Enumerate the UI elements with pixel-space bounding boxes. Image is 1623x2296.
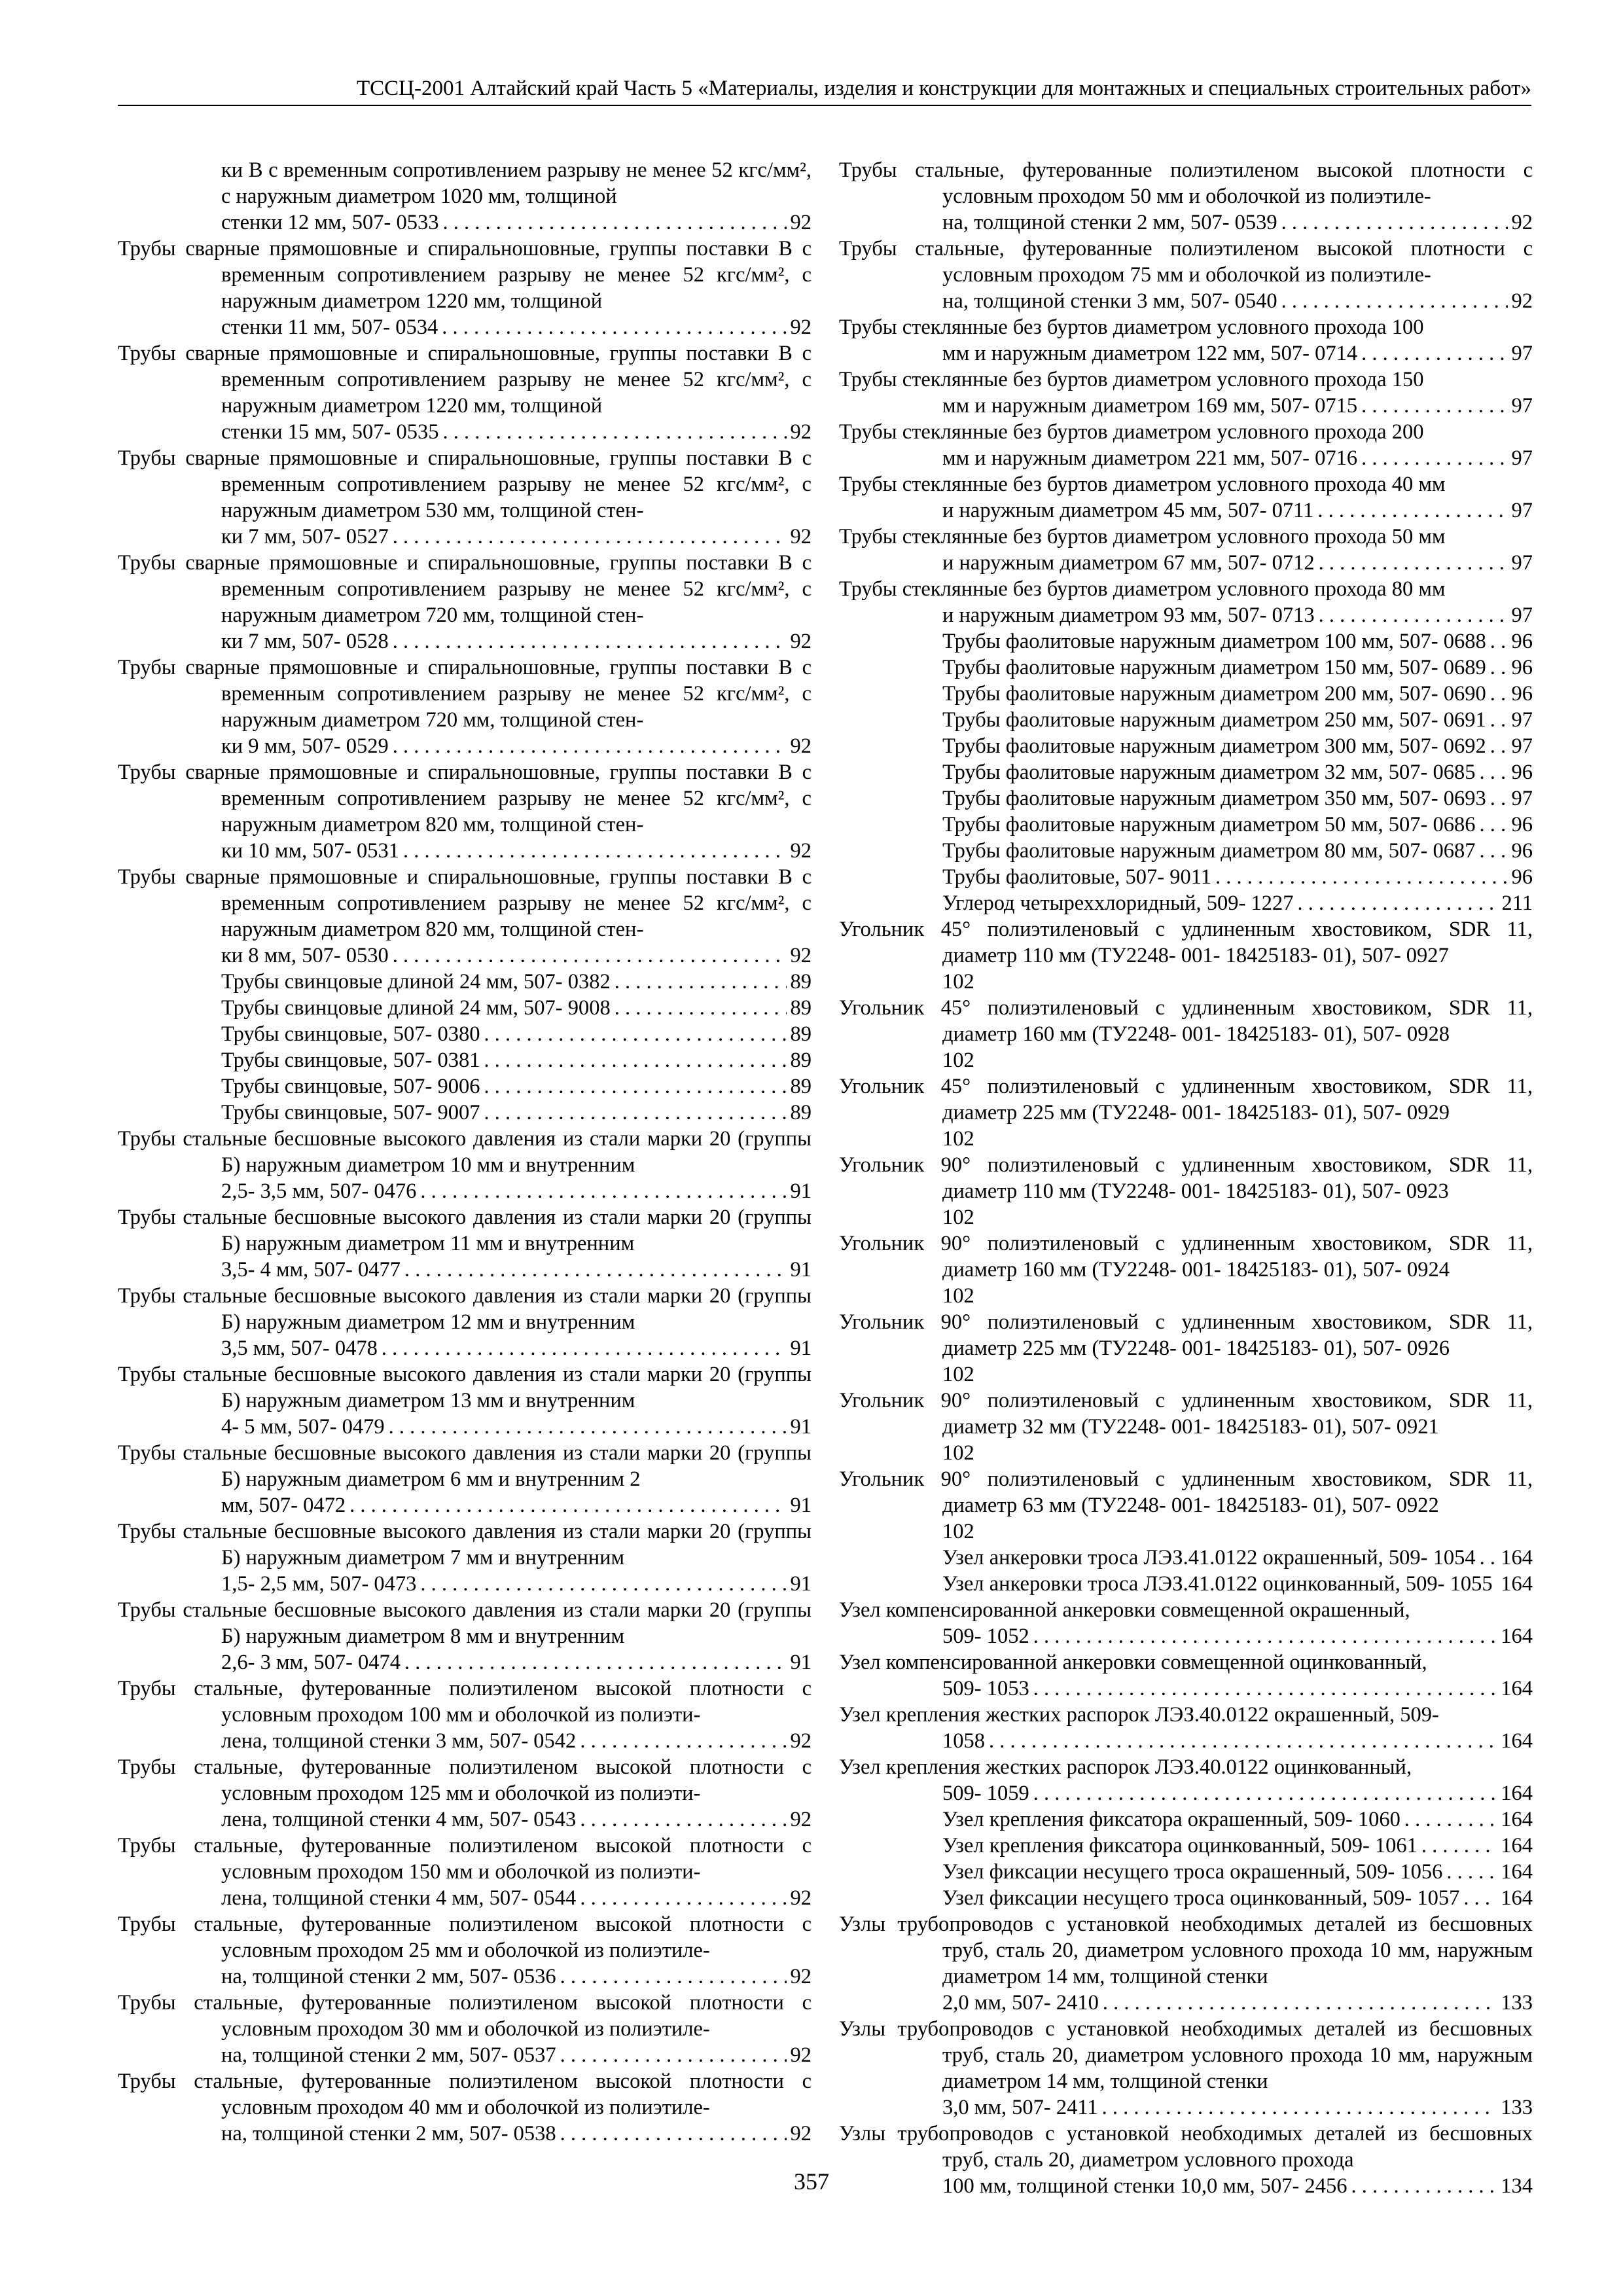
header-title: ТССЦ-2001 Алтайский край Часть 5 «Материалы, изделия и конструкции для монтажных и специальных строительных работ» — [356, 77, 1531, 100]
entry-tail: на, толщиной стенки 2 мм, 507- 0539 — [942, 211, 1277, 234]
entry-page-ref: 91 — [790, 1179, 812, 1203]
index-entry — [118, 236, 812, 340]
entry-page-ref: 96 — [1511, 630, 1533, 653]
entry-text: Трубы стальные бесшовные высокого давления из стали марки 20 (группы Б) наружным диаметром 11 мм и внутренним — [118, 1206, 812, 1255]
entry-text: Трубы стеклянные без буртов диаметром условного прохода 200 — [839, 420, 1424, 444]
entry-page-ref: 133 — [1501, 1991, 1533, 2015]
entry-text: Узлы трубопроводов с установкой необходимых деталей из бесшовных труб, сталь 20, диаметром условного прохода 10 мм, наружным диаметром 14 мм, толщиной стенки — [839, 2017, 1533, 2093]
index-column-right — [839, 157, 1533, 2199]
leader-dots — [1479, 838, 1507, 864]
entry-page-ref: 164 — [1501, 1677, 1533, 1700]
entry-text: Трубы стеклянные без буртов диаметром условного прохода 150 — [839, 368, 1424, 391]
index-entry — [118, 1047, 812, 1073]
index-entry — [839, 2016, 1533, 2121]
entry-text: Трубы стальные, футерованные полиэтиленом высокой плотности с условным проходом 50 мм и оболочкой из полиэтиле- — [839, 158, 1533, 208]
index-entry — [118, 1440, 812, 1518]
entry-text: Трубы стальные бесшовные высокого давления из стали марки 20 (группы Б) наружным диаметром 10 мм и внутренним — [118, 1127, 812, 1177]
entry-page-ref: 102 — [942, 1049, 974, 1072]
entry-tail: 3,5 мм, 507- 0478 — [221, 1336, 378, 1360]
entry-tail: Трубы фаолитовые, 507- 9011 — [942, 865, 1212, 889]
leader-dots — [393, 942, 787, 969]
entry-tail: Трубы фаолитовые наружным диаметром 80 мм, 507- 0687 — [942, 839, 1476, 863]
leader-dots — [1490, 785, 1508, 812]
entry-page-ref: 92 — [790, 944, 812, 967]
leader-dots — [393, 524, 787, 550]
entry-page-ref: 97 — [1511, 734, 1533, 758]
index-entry — [839, 1597, 1533, 1649]
index-entry — [839, 367, 1533, 419]
entry-tail: 509- 1052 — [942, 1624, 1029, 1648]
entry-text: Трубы сварные прямошовные и спиральношовные, группы поставки В с временным сопротивлением разрыву не менее 52 кгс/мм², с наружным диаметром 720 мм, толщиной стен- — [118, 551, 812, 627]
entry-text: Трубы стальные бесшовные высокого давления из стали марки 20 (группы Б) наружным диаметром 12 мм и внутренним — [118, 1284, 812, 1334]
entry-page-ref: 164 — [1501, 1572, 1533, 1596]
entry-page-ref: 96 — [1511, 813, 1533, 836]
leader-dots — [1319, 602, 1508, 628]
index-entry — [839, 576, 1533, 628]
entry-text: Трубы сварные прямошовные и спиральношовные, группы поставки В с временным сопротивлением разрыву не менее 52 кгс/мм², с наружным диаметром 1220 мм, толщиной — [118, 237, 812, 313]
leader-dots — [484, 1073, 787, 1100]
entry-page-ref: 91 — [790, 1415, 812, 1439]
entry-tail: Трубы фаолитовые наружным диаметром 32 мм, 507- 0685 — [942, 761, 1476, 784]
leader-dots — [1490, 655, 1508, 681]
entry-text: Трубы стальные бесшовные высокого давления из стали марки 20 (группы Б) наружным диаметром 6 мм и внутренним 2 — [118, 1441, 812, 1491]
entry-page-ref: 102 — [942, 1363, 974, 1386]
entry-tail: стенки 12 мм, 507- 0533 — [221, 211, 439, 234]
entry-tail: 2,5- 3,5 мм, 507- 0476 — [221, 1179, 417, 1203]
entry-tail: Трубы фаолитовые наружным диаметром 50 мм, 507- 0686 — [942, 813, 1476, 836]
entry-page-ref: 91 — [790, 1258, 812, 1282]
leader-dots — [615, 969, 787, 995]
entry-tail: Углерод четыреххлоридный, 509- 1227 — [942, 891, 1294, 915]
leader-dots — [580, 1885, 786, 1911]
leader-dots — [1033, 1623, 1497, 1649]
index-entry — [839, 681, 1533, 707]
index-entry — [839, 890, 1533, 916]
index-entry — [118, 655, 812, 759]
entry-page-ref: 89 — [790, 1022, 812, 1046]
entry-page-ref: 102 — [942, 970, 974, 994]
entry-page-ref: 164 — [1501, 1546, 1533, 1570]
leader-dots — [989, 1728, 1497, 1754]
entry-tail: стенки 15 мм, 507- 0535 — [221, 420, 439, 444]
index-entry — [839, 995, 1533, 1073]
index-entry — [118, 2068, 812, 2147]
entry-text: Трубы стальные, футерованные полиэтиленом высокой плотности с условным проходом 100 мм и оболочкой из полиэти- — [118, 1677, 812, 1727]
entry-text: Узел компенсированной анкеровки совмещенной оцинкованный, — [839, 1651, 1427, 1674]
entry-tail: лена, толщиной стенки 4 мм, 507- 0544 — [221, 1886, 577, 1910]
entry-text: Угольник 45° полиэтиленовый с удлиненным хвостовиком, SDR 11, диаметр 110 мм (ТУ2248- 001- 18425183- 01), 507- 0927 — [839, 918, 1533, 967]
index-entry — [118, 1911, 812, 1990]
leader-dots — [393, 628, 787, 655]
entry-text: Трубы стальные, футерованные полиэтиленом высокой плотности с условным проходом 150 мм и оболочкой из полиэти- — [118, 1834, 812, 1884]
leader-dots — [404, 1649, 786, 1676]
entry-page-ref: 92 — [790, 1886, 812, 1910]
leader-dots — [1281, 288, 1508, 314]
entry-page-ref: 92 — [1511, 211, 1533, 234]
entry-text: Угольник 45° полиэтиленовый с удлиненным хвостовиком, SDR 11, диаметр 225 мм (ТУ2248- 001- 18425183- 01), 507- 0929 — [839, 1075, 1533, 1124]
entry-text: Трубы стеклянные без буртов диаметром условного прохода 80 мм — [839, 577, 1446, 601]
running-header — [118, 73, 1531, 106]
entry-text: Узел крепления жестких распорок ЛЭЗ.40.0122 оцинкованный, — [839, 1755, 1412, 1779]
leader-dots — [1479, 812, 1507, 838]
entry-text: Трубы стальные бесшовные высокого давления из стали марки 20 (группы Б) наружным диаметром 8 мм и внутренним — [118, 1598, 812, 1648]
leader-dots — [349, 1492, 786, 1518]
leader-dots — [1446, 1859, 1497, 1885]
entry-text: ки В с временным сопротивлением разрыву не менее 52 кгс/мм², с наружным диаметром 1020 мм, толщиной — [221, 158, 812, 208]
index-entry — [839, 655, 1533, 681]
entry-tail: ки 9 мм, 507- 0529 — [221, 734, 389, 758]
index-entry — [118, 1676, 812, 1754]
leader-dots — [1319, 550, 1508, 576]
leader-dots — [1033, 1676, 1497, 1702]
entry-tail: Трубы фаолитовые наружным диаметром 250 мм, 507- 0691 — [942, 708, 1486, 732]
index-entry — [839, 471, 1533, 524]
entry-tail: 509- 1053 — [942, 1677, 1029, 1700]
leader-dots — [420, 1571, 786, 1597]
entry-tail: на, толщиной стенки 3 мм, 507- 0540 — [942, 289, 1277, 313]
entry-tail: 3,5- 4 мм, 507- 0477 — [221, 1258, 401, 1282]
entry-page-ref: 96 — [1511, 839, 1533, 863]
entry-tail: Трубы свинцовые, 507- 0381 — [221, 1049, 480, 1072]
entry-page-ref: 92 — [790, 1729, 812, 1753]
entry-tail: мм и наружным диаметром 221 мм, 507- 0716 — [942, 446, 1358, 470]
entry-page-ref: 97 — [1511, 499, 1533, 522]
entry-text: Трубы стальные, футерованные полиэтиленом высокой плотности с условным проходом 30 мм и оболочкой из полиэтиле- — [118, 1991, 812, 2041]
entry-page-ref: 102 — [942, 1284, 974, 1308]
entry-text: Угольник 90° полиэтиленовый с удлиненным хвостовиком, SDR 11, диаметр 63 мм (ТУ2248- 001- 18425183- 01), 507- 0922 — [839, 1467, 1533, 1517]
leader-dots — [1404, 1806, 1497, 1833]
entry-tail: 1058 — [942, 1729, 985, 1753]
leader-dots — [1317, 497, 1507, 524]
leader-dots — [484, 1021, 787, 1047]
leader-dots — [1490, 733, 1508, 759]
leader-dots — [560, 1964, 787, 1990]
leader-dots — [1490, 628, 1508, 655]
leader-dots — [1281, 209, 1508, 236]
index-entry — [839, 1859, 1533, 1885]
leader-dots — [1490, 681, 1508, 707]
leader-dots — [484, 1047, 787, 1073]
entry-page-ref: 96 — [1511, 682, 1533, 706]
entry-page-ref: 164 — [1501, 1782, 1533, 1805]
index-entry — [118, 995, 812, 1021]
leader-dots — [1463, 1885, 1497, 1911]
index-entry — [839, 1806, 1533, 1833]
entry-page-ref: 92 — [790, 525, 812, 548]
index-entry — [118, 1126, 812, 1204]
entry-page-ref: 102 — [942, 1520, 974, 1543]
entry-tail: Узел крепления фиксатора оцинкованный, 509- 1061 — [942, 1834, 1418, 1857]
index-column-left — [118, 157, 812, 2147]
entry-page-ref: 164 — [1501, 1808, 1533, 1831]
entry-page-ref: 91 — [790, 1572, 812, 1596]
index-entry — [839, 628, 1533, 655]
entry-text: Трубы стальные, футерованные полиэтиленом высокой плотности с условным проходом 40 мм и оболочкой из полиэтиле- — [118, 2070, 812, 2119]
entry-page-ref: 92 — [790, 420, 812, 444]
entry-page-ref: 89 — [790, 996, 812, 1020]
entry-text: Трубы сварные прямошовные и спиральношовные, группы поставки В с временным сопротивлением разрыву не менее 52 кгс/мм², с наружным диаметром 820 мм, толщиной стен- — [118, 761, 812, 836]
entry-tail: Узел фиксации несущего троса окрашенный, 509- 1056 — [942, 1860, 1443, 1884]
index-entry — [839, 1545, 1533, 1571]
leader-dots — [389, 1414, 787, 1440]
entry-page-ref: 92 — [1511, 289, 1533, 313]
index-entry — [118, 1597, 812, 1676]
entry-tail: Трубы фаолитовые наружным диаметром 350 мм, 507- 0693 — [942, 787, 1486, 810]
entry-tail: ки 8 мм, 507- 0530 — [221, 944, 389, 967]
entry-tail: на, толщиной стенки 2 мм, 507- 0537 — [221, 2043, 556, 2067]
index-entry — [839, 864, 1533, 890]
entry-tail: Трубы свинцовые длиной 24 мм, 507- 9008 — [221, 996, 611, 1020]
entry-tail: 100 мм, толщиной стенки 10,0 мм, 507- 2456 — [942, 2174, 1347, 2198]
entry-page-ref: 97 — [1511, 446, 1533, 470]
entry-tail: Узел фиксации несущего троса оцинкованный, 509- 1057 — [942, 1886, 1460, 1910]
entry-page-ref: 92 — [790, 2122, 812, 2145]
index-entry — [118, 1204, 812, 1283]
leader-dots — [580, 1728, 786, 1754]
index-entry — [118, 445, 812, 550]
entry-text: Трубы стальные, футерованные полиэтиленом высокой плотности с условным проходом 75 мм и оболочкой из полиэтиле- — [839, 237, 1533, 287]
entry-tail: и наружным диаметром 93 мм, 507- 0713 — [942, 603, 1315, 627]
entry-text: Трубы стальные бесшовные высокого давления из стали марки 20 (группы Б) наружным диаметром 7 мм и внутренним — [118, 1520, 812, 1570]
entry-page-ref: 92 — [790, 1808, 812, 1831]
entry-tail: Узел анкеровки троса ЛЭЗ.41.0122 окрашенный, 509- 1054 — [942, 1546, 1476, 1570]
entry-text: Трубы стеклянные без буртов диаметром условного прохода 50 мм — [839, 525, 1446, 548]
entry-page-ref: 164 — [1501, 1886, 1533, 1910]
entry-text: Угольник 90° полиэтиленовый с удлиненным хвостовиком, SDR 11, диаметр 225 мм (ТУ2248- 001- 18425183- 01), 507- 0926 — [839, 1310, 1533, 1360]
leader-dots — [1361, 393, 1507, 419]
entry-text: Узел компенсированной анкеровки совмещенной окрашенный, — [839, 1598, 1410, 1622]
entry-tail: и наружным диаметром 45 мм, 507- 0711 — [942, 499, 1314, 522]
leader-dots — [615, 995, 787, 1021]
entry-page-ref: 92 — [790, 839, 812, 863]
leader-dots — [404, 1257, 786, 1283]
leader-dots — [382, 1335, 787, 1361]
entry-page-ref: 92 — [790, 734, 812, 758]
index-entry — [118, 1518, 812, 1597]
index-entry — [839, 1911, 1533, 2016]
index-entry — [839, 524, 1533, 576]
entry-tail: мм и наружным диаметром 122 мм, 507- 0714 — [942, 342, 1358, 365]
index-entry — [839, 707, 1533, 733]
leader-dots — [393, 733, 787, 759]
entry-page-ref: 92 — [790, 315, 812, 339]
entry-text: Трубы сварные прямошовные и спиральношовные, группы поставки В с временным сопротивлением разрыву не менее 52 кгс/мм², с наружным диаметром 820 мм, толщиной стен- — [118, 865, 812, 941]
entry-tail: Трубы фаолитовые наружным диаметром 100 мм, 507- 0688 — [942, 630, 1486, 653]
leader-dots — [1033, 1780, 1497, 1806]
leader-dots — [484, 1100, 787, 1126]
index-entry — [839, 1230, 1533, 1309]
entry-tail: Трубы фаолитовые наружным диаметром 200 мм, 507- 0690 — [942, 682, 1486, 706]
entry-tail: Трубы свинцовые длиной 24 мм, 507- 0382 — [221, 970, 611, 994]
leader-dots — [1102, 2094, 1497, 2121]
entry-tail: 3,0 мм, 507- 2411 — [942, 2096, 1098, 2119]
entry-page-ref: 92 — [790, 1965, 812, 1988]
index-entry — [118, 1073, 812, 1100]
entry-text: Трубы стеклянные без буртов диаметром условного прохода 40 мм — [839, 473, 1446, 496]
entry-text: Трубы сварные прямошовные и спиральношовные, группы поставки В с временным сопротивлением разрыву не менее 52 кгс/мм², с наружным диаметром 530 мм, толщиной стен- — [118, 446, 812, 522]
entry-text: Трубы сварные прямошовные и спиральношовные, группы поставки В с временным сопротивлением разрыву не менее 52 кгс/мм², с наружным диаметром 1220 мм, толщиной — [118, 342, 812, 418]
entry-page-ref: 97 — [1511, 787, 1533, 810]
entry-page-ref: 92 — [790, 211, 812, 234]
entry-page-ref: 97 — [1511, 394, 1533, 418]
index-entry — [839, 1309, 1533, 1388]
entry-text: Угольник 90° полиэтиленовый с удлиненным хвостовиком, SDR 11, диаметр 110 мм (ТУ2248- 001- 18425183- 01), 507- 0923 — [839, 1153, 1533, 1203]
entry-text: Трубы стальные, футерованные полиэтиленом высокой плотности с условным проходом 125 мм и оболочкой из полиэти- — [118, 1755, 812, 1805]
index-entry — [839, 1571, 1533, 1597]
index-entry — [118, 340, 812, 445]
index-entry — [118, 864, 812, 969]
entry-page-ref: 92 — [790, 2043, 812, 2067]
entry-text: Трубы стеклянные без буртов диаметром условного прохода 100 — [839, 315, 1424, 339]
entry-text: Узлы трубопроводов с установкой необходимых деталей из бесшовных труб, сталь 20, диаметром условного прохода 10 мм, наружным диаметром 14 мм, толщиной стенки — [839, 1912, 1533, 1988]
index-entry — [118, 550, 812, 655]
index-entry — [118, 1990, 812, 2068]
index-entry — [118, 759, 812, 864]
index-entry — [839, 1466, 1533, 1545]
entry-text: Угольник 45° полиэтиленовый с удлиненным хвостовиком, SDR 11, диаметр 160 мм (ТУ2248- 001- 18425183- 01), 507- 0928 — [839, 996, 1533, 1046]
entry-tail: стенки 11 мм, 507- 0534 — [221, 315, 438, 339]
entry-page-ref: 89 — [790, 970, 812, 994]
index-entry — [839, 838, 1533, 864]
entry-text: Трубы сварные прямошовные и спиральношовные, группы поставки В с временным сопротивлением разрыву не менее 52 кгс/мм², с наружным диаметром 720 мм, толщиной стен- — [118, 656, 812, 732]
index-entry — [839, 236, 1533, 314]
entry-page-ref: 97 — [1511, 342, 1533, 365]
entry-tail: мм и наружным диаметром 169 мм, 507- 0715 — [942, 394, 1358, 418]
entry-page-ref: 102 — [942, 1127, 974, 1151]
entry-page-ref: 89 — [790, 1075, 812, 1098]
entry-page-ref: 96 — [1511, 656, 1533, 679]
leader-dots — [1297, 890, 1497, 916]
entry-tail: Трубы фаолитовые наружным диаметром 300 мм, 507- 0692 — [942, 734, 1486, 758]
index-entry — [118, 1283, 812, 1361]
index-entry — [839, 1152, 1533, 1230]
leader-dots — [580, 1806, 786, 1833]
leader-dots — [1361, 445, 1507, 471]
leader-dots — [1490, 707, 1508, 733]
leader-dots — [560, 2121, 787, 2147]
leader-dots — [1479, 759, 1507, 785]
entry-tail: 1,5- 2,5 мм, 507- 0473 — [221, 1572, 417, 1596]
entry-tail: 2,6- 3 мм, 507- 0474 — [221, 1651, 401, 1674]
entry-page-ref: 96 — [1511, 761, 1533, 784]
entry-page-ref: 97 — [1511, 603, 1533, 627]
entry-page-ref: 97 — [1511, 708, 1533, 732]
entry-tail: 509- 1059 — [942, 1782, 1029, 1805]
index-entry — [839, 785, 1533, 812]
entry-text: Трубы стальные, футерованные полиэтиленом высокой плотности с условным проходом 25 мм и оболочкой из полиэтиле- — [118, 1912, 812, 1962]
leader-dots — [1361, 340, 1507, 367]
entry-tail: Узел анкеровки троса ЛЭЗ.41.0122 оцинкованный, 509- 1055 — [942, 1572, 1493, 1596]
leader-dots — [442, 209, 786, 236]
entry-page-ref: 164 — [1501, 1729, 1533, 1753]
entry-page-ref: 89 — [790, 1101, 812, 1124]
leader-dots — [1421, 1833, 1497, 1859]
leader-dots — [560, 2042, 787, 2068]
entry-tail: мм, 507- 0472 — [221, 1494, 346, 1517]
leader-dots — [1480, 1545, 1497, 1571]
leader-dots — [442, 314, 786, 340]
entry-tail: Трубы фаолитовые наружным диаметром 150 мм, 507- 0689 — [942, 656, 1486, 679]
index-entry — [839, 1702, 1533, 1754]
entry-page-ref: 91 — [790, 1651, 812, 1674]
entry-page-ref: 91 — [790, 1336, 812, 1360]
entry-tail: лена, толщиной стенки 3 мм, 507- 0542 — [221, 1729, 577, 1753]
entry-tail: Трубы свинцовые, 507- 0380 — [221, 1022, 480, 1046]
entry-text: Угольник 90° полиэтиленовый с удлиненным хвостовиком, SDR 11, диаметр 32 мм (ТУ2248- 001- 18425183- 01), 507- 0921 — [839, 1389, 1533, 1439]
entry-tail: лена, толщиной стенки 4 мм, 507- 0543 — [221, 1808, 577, 1831]
index-entry — [839, 1885, 1533, 1911]
entry-tail: ки 7 мм, 507- 0527 — [221, 525, 389, 548]
entry-page-ref: 92 — [790, 630, 812, 653]
index-entry — [839, 1833, 1533, 1859]
page-number: 357 — [794, 2168, 829, 2195]
entry-page-ref: 133 — [1501, 2096, 1533, 2119]
entry-tail: ки 10 мм, 507- 0531 — [221, 839, 400, 863]
leader-dots — [403, 838, 786, 864]
entry-page-ref: 89 — [790, 1049, 812, 1072]
entry-page-ref: 164 — [1501, 1834, 1533, 1857]
entry-text: Узел крепления жестких распорок ЛЭЗ.40.0122 окрашенный, 509- — [839, 1703, 1439, 1727]
entry-tail: на, толщиной стенки 2 мм, 507- 0536 — [221, 1965, 556, 1988]
index-entry — [118, 1833, 812, 1911]
index-entry — [839, 1388, 1533, 1466]
index-entry — [118, 1361, 812, 1440]
index-entry — [839, 1073, 1533, 1152]
leader-dots — [420, 1178, 786, 1204]
leader-dots — [1103, 1990, 1497, 2016]
index-entry — [118, 1021, 812, 1047]
entry-tail: ки 7 мм, 507- 0528 — [221, 630, 389, 653]
entry-page-ref: 134 — [1501, 2174, 1533, 2198]
entry-tail: Узел крепления фиксатора окрашенный, 509- 1060 — [942, 1808, 1400, 1831]
index-entry — [118, 157, 812, 236]
index-entry — [839, 314, 1533, 367]
index-entry — [839, 1754, 1533, 1806]
entry-text: Узлы трубопроводов с установкой необходимых деталей из бесшовных труб, сталь 20, диаметром условного прохода — [839, 2122, 1533, 2172]
entry-page-ref: 102 — [942, 1206, 974, 1229]
index-entry — [118, 1100, 812, 1126]
index-entry — [118, 1754, 812, 1833]
entry-tail: Трубы свинцовые, 507- 9007 — [221, 1101, 480, 1124]
entry-page-ref: 102 — [942, 1441, 974, 1465]
entry-tail: 4- 5 мм, 507- 0479 — [221, 1415, 385, 1439]
entry-tail: Трубы свинцовые, 507- 9006 — [221, 1075, 480, 1098]
index-entry — [839, 812, 1533, 838]
entry-page-ref: 91 — [790, 1494, 812, 1517]
entry-page-ref: 164 — [1501, 1624, 1533, 1648]
entry-page-ref: 211 — [1501, 891, 1533, 915]
leader-dots — [442, 419, 786, 445]
entry-text: Угольник 90° полиэтиленовый с удлиненным хвостовиком, SDR 11, диаметр 160 мм (ТУ2248- 001- 18425183- 01), 507- 0924 — [839, 1232, 1533, 1282]
index-entry — [839, 1649, 1533, 1702]
index-entry — [839, 157, 1533, 236]
entry-tail: на, толщиной стенки 2 мм, 507- 0538 — [221, 2122, 556, 2145]
index-entry — [839, 733, 1533, 759]
entry-page-ref: 96 — [1511, 865, 1533, 889]
entry-page-ref: 97 — [1511, 551, 1533, 575]
index-entry — [118, 969, 812, 995]
entry-text: Трубы стальные бесшовные высокого давления из стали марки 20 (группы Б) наружным диаметром 13 мм и внутренним — [118, 1363, 812, 1412]
entry-page-ref: 164 — [1501, 1860, 1533, 1884]
entry-tail: 2,0 мм, 507- 2410 — [942, 1991, 1099, 2015]
index-entry — [839, 916, 1533, 995]
leader-dots — [1215, 864, 1507, 890]
index-entry — [839, 419, 1533, 471]
index-entry — [839, 759, 1533, 785]
entry-tail: и наружным диаметром 67 мм, 507- 0712 — [942, 551, 1315, 575]
